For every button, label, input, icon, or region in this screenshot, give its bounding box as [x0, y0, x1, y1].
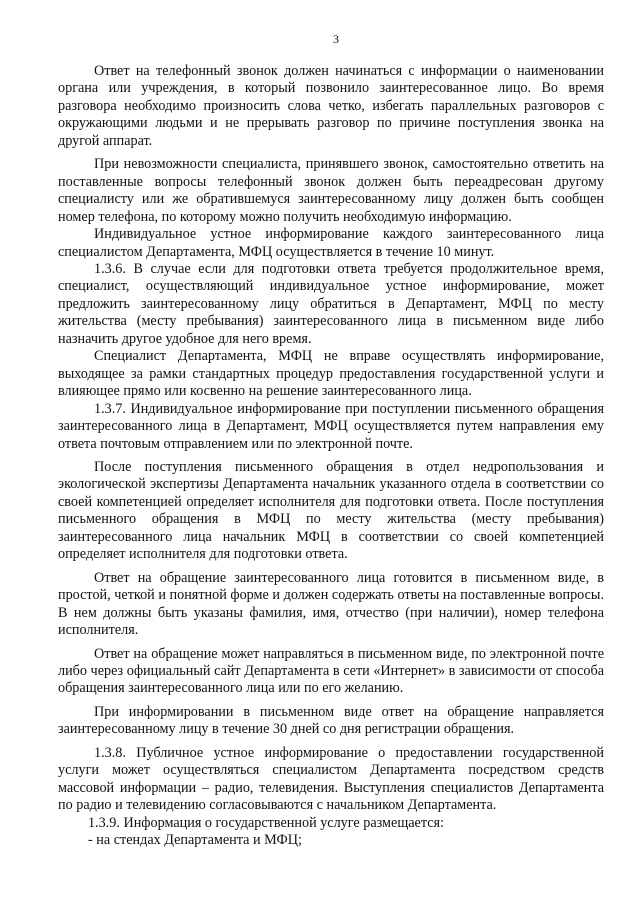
page-number: 3 — [333, 32, 339, 46]
paragraph-1-3-8: 1.3.8. Публичное устное информирование о предоставлении государственной услуги может осуществляться специалистом Департамента посредством средств массовой информации – радио, телевидения. Выступления специалистов Департамента по радио и телевидению согласовываются с начальником Департамента. — [58, 744, 604, 814]
paragraph-answer-channels: Ответ на обращение может направляться в письменном виде, по электронной почте либо через официальный сайт Департамента в сети «Интернет» в зависимости от способа обращения заинтересованного лица или по его желанию. — [58, 645, 604, 697]
paragraph-answer-deadline: При информировании в письменном виде ответ на обращение направляется заинтересованному лицу в течение 30 дней со дня регистрации обращения. — [58, 703, 604, 738]
paragraph-oral-duration: Индивидуальное устное информирование каждого заинтересованного лица специалистом Департамента, МФЦ осуществляется в течение 10 минут. — [58, 226, 604, 260]
paragraph-1-3-9: 1.3.9. Информация о государственной услуге размещается: — [88, 814, 444, 831]
paragraph-specialist-limits: Специалист Департамента, МФЦ не вправе осуществлять информирование, выходящее за рамки стандартных процедур предоставления государственной услуги и влияющее прямо или косвенно на решение заинтересованного лица. — [58, 348, 604, 400]
paragraph-redirect-call: При невозможности специалиста, принявшего звонок, самостоятельно ответить на поставленные вопросы телефонный звонок должен быть переадресован другому специалисту или же обратившемуся заинтересованному лицу должен быть сообщен номер телефона, по которому можно получить необходимую информацию. — [58, 156, 604, 225]
paragraph-phone-answer: Ответ на телефонный звонок должен начинаться с информации о наименовании органа или учреждения, в который позвонило заинтересованное лицо. Во время разговора необходимо произносить слова четко, избегать параллельных разговоров с окружающими людьми и не прерывать разговор по причине поступления звонка на другой аппарат. — [58, 63, 604, 149]
paragraph-answer-form: Ответ на обращение заинтересованного лица готовится в письменном виде, в простой, четкой и понятной форме и должен содержать ответы на поставленные вопросы. В нем должны быть указаны фамилия, имя, отчество (при наличии), номер телефона исполнителя. — [58, 569, 604, 639]
paragraph-written-request: После поступления письменного обращения в отдел недропользования и экологической экспертизы Департамента начальник указанного отдела в соответствии со своей компетенцией определяет исполнителя для подготовки ответа. После поступления письменного обращения в МФЦ по месту жительства (месту пребывания) заинтересованного лица начальник МФЦ в соответствии со своей компетенцией определяет исполнителя для подготовки ответа. — [58, 458, 604, 563]
paragraph-1-3-6: 1.3.6. В случае если для подготовки ответа требуется продолжительное время, специалист, осуществляющий индивидуальное устное информирование, может предложить заинтересованному лицу обратиться в Департамент, МФЦ по месту жительства (месту пребывания) заинтересованного лица в письменном виде либо назначить другое удобное для него время. — [58, 260, 604, 347]
paragraph-1-3-7: 1.3.7. Индивидуальное информирование при поступлении письменного обращения заинтересованного лица в Департамент, МФЦ осуществляется путем направления ему ответа почтовым отправлением или по электронной почте. — [58, 400, 604, 452]
list-item-stands: - на стендах Департамента и МФЦ; — [88, 832, 302, 849]
